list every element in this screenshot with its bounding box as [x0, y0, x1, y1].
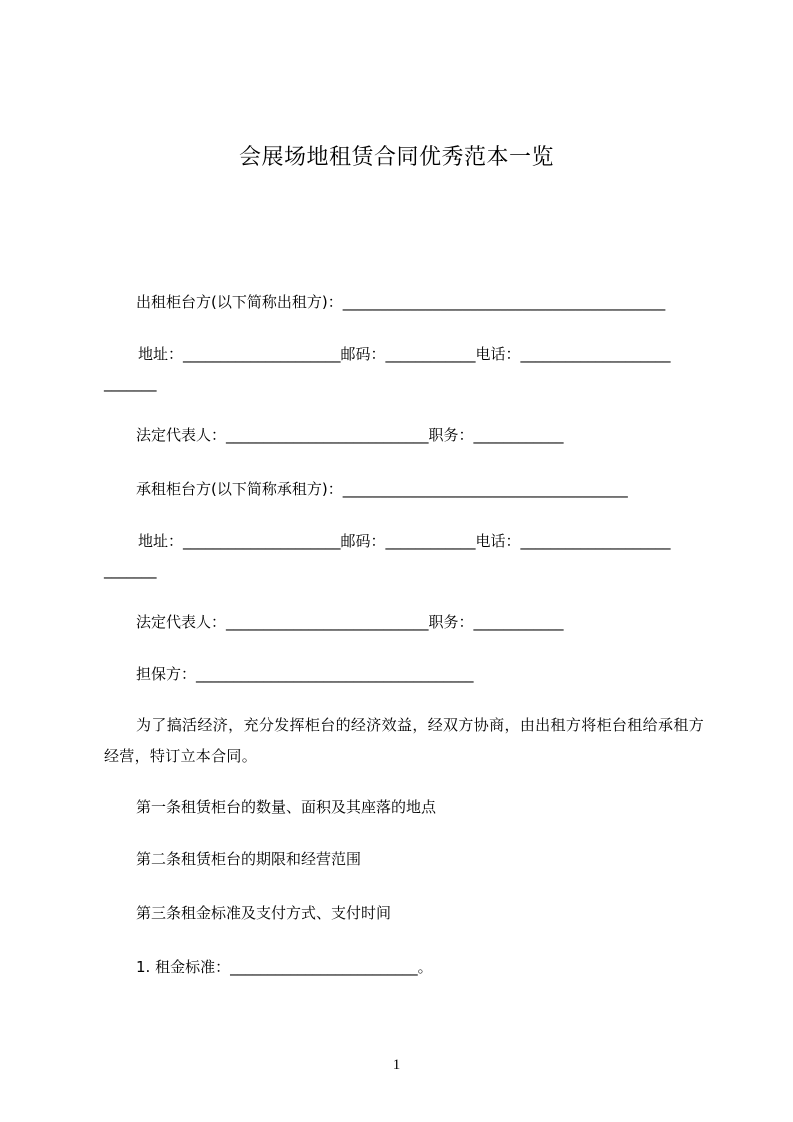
article-1-heading: 第一条租赁柜台的数量、面积及其座落的地点 — [136, 798, 437, 816]
lessee-address-line: 地址：_____________________邮码：____________电话：____________________ — [138, 532, 671, 550]
lessee-line: 承租柜台方(以下简称承租方)：______________________________________ — [136, 480, 628, 498]
lessor-address-line: 地址：_____________________邮码：____________电话：____________________ — [138, 345, 671, 363]
guarantor-line: 担保方：_____________________________________ — [136, 665, 474, 683]
lessor-representative-line: 法定代表人：___________________________职务：____________ — [136, 426, 564, 444]
page-number: 1 — [392, 1057, 401, 1073]
page-title: 会展场地租赁合同优秀范本一览 — [238, 145, 554, 170]
intro-paragraph: 为了搞活经济，充分发挥柜台的经济效益，经双方协商，由出租方将柜台租给承租方经营，特订立本合同。 — [104, 716, 704, 765]
article-2-heading: 第二条租赁柜台的期限和经营范围 — [136, 850, 362, 868]
lessor-line: 出租柜台方(以下简称出租方)：___________________________________________ — [136, 293, 666, 311]
article-3-heading: 第三条租金标准及支付方式、支付时间 — [136, 904, 392, 922]
rent-standard-line: 1. 租金标准：_________________________。 — [136, 958, 433, 976]
lessee-representative-line: 法定代表人：___________________________职务：____________ — [136, 613, 564, 631]
lessee-address-continuation: _______ — [104, 561, 157, 579]
lessor-address-continuation: _______ — [104, 374, 157, 392]
